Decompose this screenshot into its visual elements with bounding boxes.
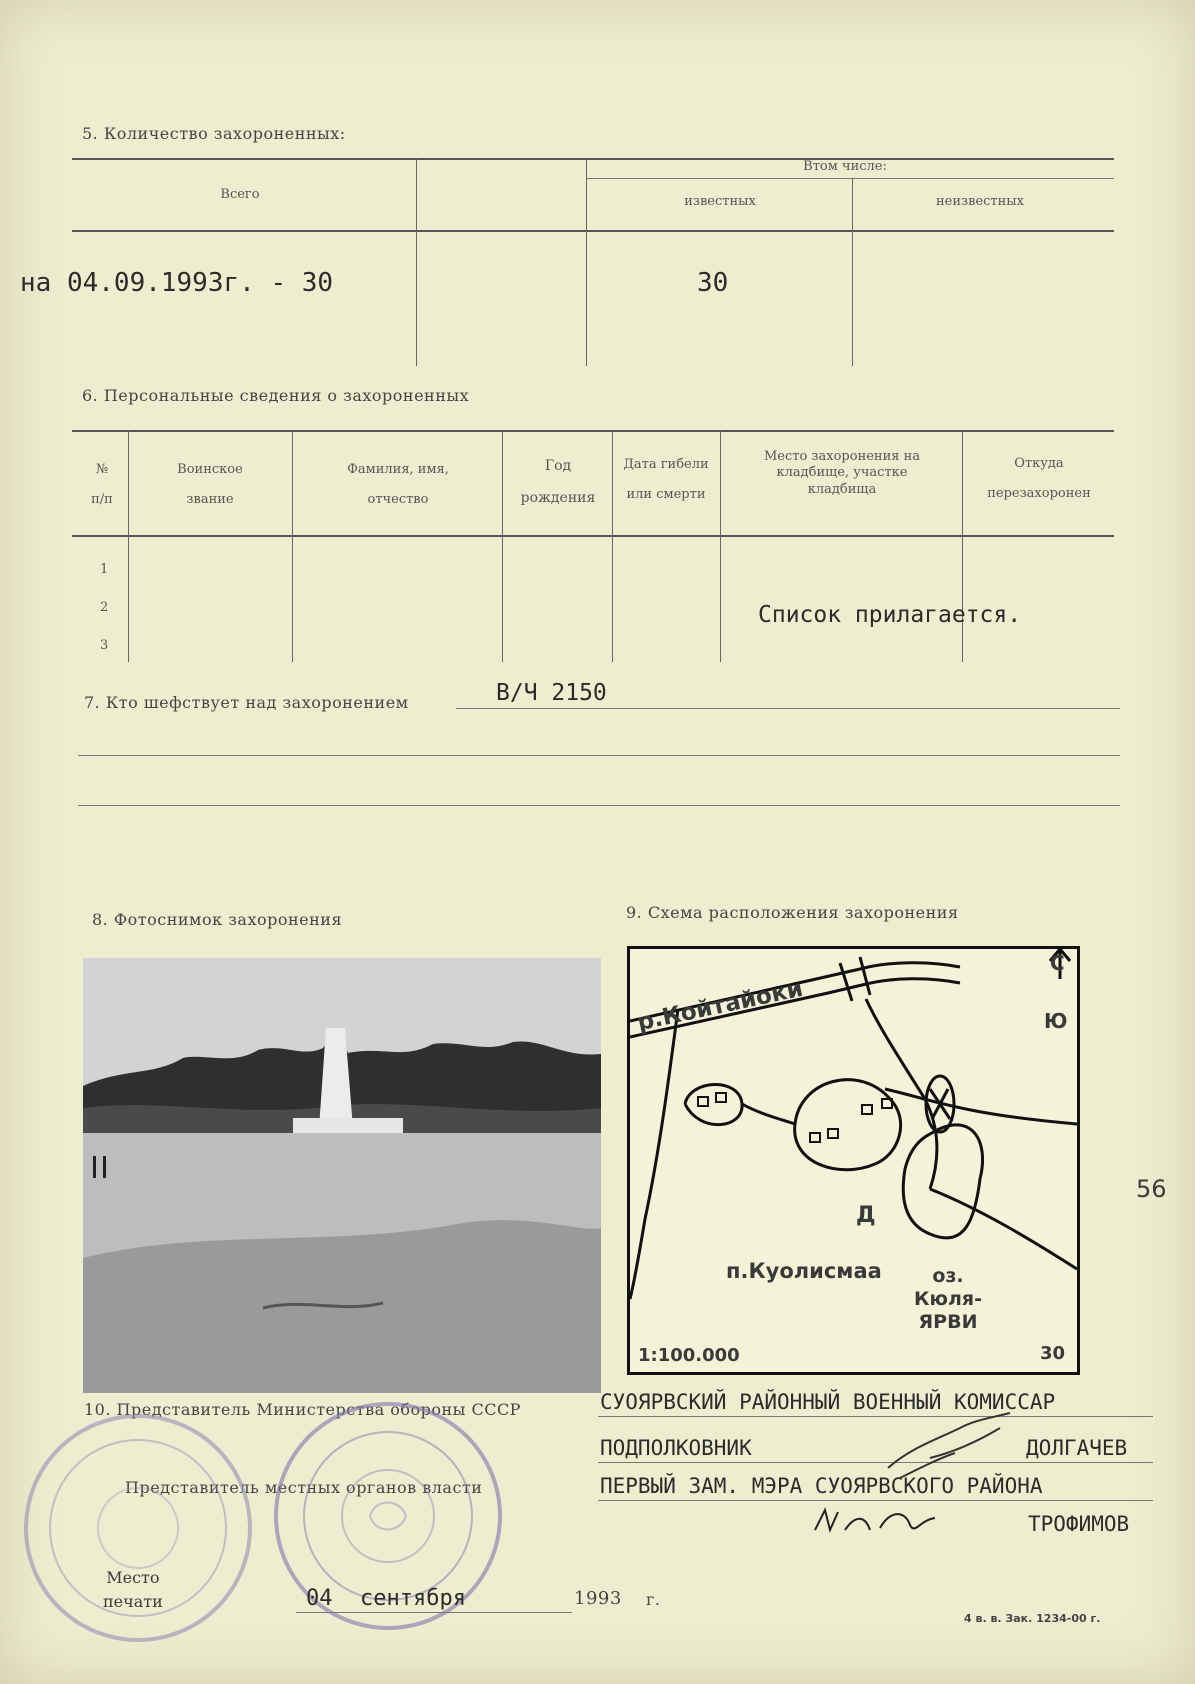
- date-year: 1993: [574, 1588, 622, 1609]
- table5-header-total: Всего: [220, 187, 260, 202]
- table6-header-rank-line1: Воинское: [177, 462, 243, 477]
- village-loop: [685, 1084, 742, 1124]
- table6-header-birth-line2: рождения: [520, 490, 596, 507]
- section7-title: 7. Кто шефствует над захоронением: [84, 693, 409, 712]
- burial-marker-label: Д: [856, 1203, 876, 1228]
- house-marker: [828, 1129, 838, 1138]
- table6-row-number: 3: [100, 638, 109, 653]
- table6-header-place-line1: Место захоронения на: [763, 449, 921, 464]
- section5-title: 5. Количество захороненных:: [82, 124, 346, 143]
- section7-underline: [456, 708, 1120, 709]
- table6-row-number: 2: [100, 600, 109, 615]
- date-suffix: г.: [646, 1590, 661, 1609]
- table6-header-num-line1: №: [95, 462, 109, 477]
- table6-header-death: [612, 450, 720, 510]
- road-line: [930, 1189, 1077, 1269]
- table6-header-num: [80, 455, 124, 515]
- table6-attached-note: Список прилагается.: [758, 602, 1022, 628]
- side-number: 56: [1136, 1175, 1167, 1203]
- table6-header-place-line3: кладбища: [807, 481, 877, 497]
- section10-title: 10. Представитель Министерства обороны СССР: [84, 1400, 521, 1419]
- date-month: сентября: [360, 1586, 466, 1611]
- table6-header-birth: [506, 450, 610, 514]
- table5-known-value: 30: [697, 268, 729, 298]
- table6-row-number: 1: [100, 562, 109, 577]
- table5-total-value: на 04.09.1993г. - 30: [20, 268, 334, 298]
- table6-header-death-line2: или смерти: [626, 486, 706, 502]
- table6-header-place: [726, 449, 958, 498]
- table6-header-border: [72, 535, 1114, 537]
- burial-photo: [83, 958, 601, 1393]
- location-scheme: [627, 946, 1080, 1375]
- bridge-mark: [840, 957, 870, 1001]
- scale-label: 1:100.000: [638, 1345, 740, 1366]
- house-marker: [716, 1093, 726, 1102]
- table6-header-from: [966, 449, 1112, 509]
- table6-header-place-line2: кладбище, участке: [776, 465, 908, 481]
- seal-place-label: [103, 1566, 163, 1614]
- section9-title: 9. Схема расположения захоронения: [626, 903, 959, 922]
- village-loop: [795, 1080, 901, 1170]
- table5-col-divider: [416, 158, 417, 366]
- representative-line1: СУОЯРВСКИЙ РАЙОННЫЙ ВОЕННЫЙ КОМИССАР: [600, 1390, 1056, 1414]
- house-marker: [862, 1105, 872, 1114]
- lake-shape: [903, 1125, 982, 1238]
- north-label: С: [1050, 951, 1065, 975]
- table6-col-divider: [128, 430, 129, 662]
- representative-underline: [598, 1416, 1153, 1417]
- table6-header-death-line1: Дата гибели: [623, 457, 709, 472]
- table6-header-name: [300, 455, 496, 515]
- seal-place-line1: Место: [106, 1568, 160, 1587]
- table6-header-name-line2: отчество: [367, 491, 429, 507]
- table5-col-divider: [586, 158, 587, 366]
- lake-label-line3: ЯРВИ: [918, 1310, 978, 1333]
- road-line: [885, 1089, 1077, 1124]
- table6-header-birth-line1: Год: [544, 458, 572, 474]
- house-marker: [698, 1097, 708, 1106]
- table6-header-name-line1: Фамилия, имя,: [347, 462, 449, 477]
- table6-col-divider: [292, 430, 293, 662]
- section6-title: 6. Персональные сведения о захороненных: [82, 386, 470, 405]
- date-day: 04: [306, 1586, 333, 1611]
- table5-top-border: [72, 158, 1114, 160]
- table6-col-divider: [720, 430, 721, 662]
- village-label: п.Куолисмаа: [726, 1259, 882, 1283]
- section7-blank-line: [78, 755, 1120, 756]
- local-official-surname: ТРОФИМОВ: [1028, 1512, 1130, 1536]
- south-label: Ю: [1044, 1009, 1068, 1033]
- seal-place-line2: печати: [103, 1592, 163, 1611]
- lake-label-line1: оз.: [932, 1265, 964, 1287]
- table5-subheader-divider: [586, 178, 1114, 179]
- representative-rank: ПОДПОЛКОВНИК: [600, 1436, 752, 1460]
- table6-header-from-line2: перезахоронен: [987, 485, 1091, 501]
- section10-local-title: Представитель местных органов власти: [125, 1478, 483, 1497]
- table5-header-known: известных: [684, 194, 756, 209]
- representative-underline: [598, 1462, 1153, 1463]
- local-official-title: ПЕРВЫЙ ЗАМ. МЭРА СУОЯРВСКОГО РАЙОНА: [600, 1474, 1043, 1498]
- lake-label: [914, 1265, 982, 1333]
- representative-surname: ДОЛГАЧЕВ: [1026, 1436, 1128, 1460]
- print-mark: 4 в. в. Зак. 1234-00 г.: [964, 1612, 1101, 1625]
- date-underline: [296, 1612, 572, 1613]
- table5-header-unknown: неизвестных: [936, 194, 1024, 209]
- table6-top-border: [72, 430, 1114, 432]
- table6-header-num-line2: п/п: [91, 491, 113, 507]
- house-marker: [810, 1133, 820, 1142]
- map-number: 30: [1040, 1343, 1066, 1364]
- table6-header-rank: [140, 455, 280, 515]
- road-line: [742, 1104, 795, 1124]
- table6-header-from-line1: Откуда: [1014, 456, 1064, 471]
- section7-value: В/Ч 2150: [496, 680, 607, 706]
- river-label: р.Койтайоки: [635, 975, 806, 1037]
- burial-photo-image: [83, 958, 601, 1393]
- section8-title: 8. Фотоснимок захоронения: [92, 910, 343, 929]
- table6-header-rank-line2: звание: [186, 491, 234, 507]
- signature-local: [810, 1500, 940, 1550]
- signature-military: [880, 1408, 1020, 1488]
- table5-header-border: [72, 230, 1114, 232]
- lake-label-line2: Кюля-: [914, 1287, 983, 1310]
- section7-blank-line: [78, 805, 1120, 806]
- table6-col-divider: [502, 430, 503, 662]
- table5-header-including: Втом числе:: [803, 159, 887, 174]
- table5-col-divider: [852, 178, 853, 366]
- road-line: [630, 1009, 678, 1299]
